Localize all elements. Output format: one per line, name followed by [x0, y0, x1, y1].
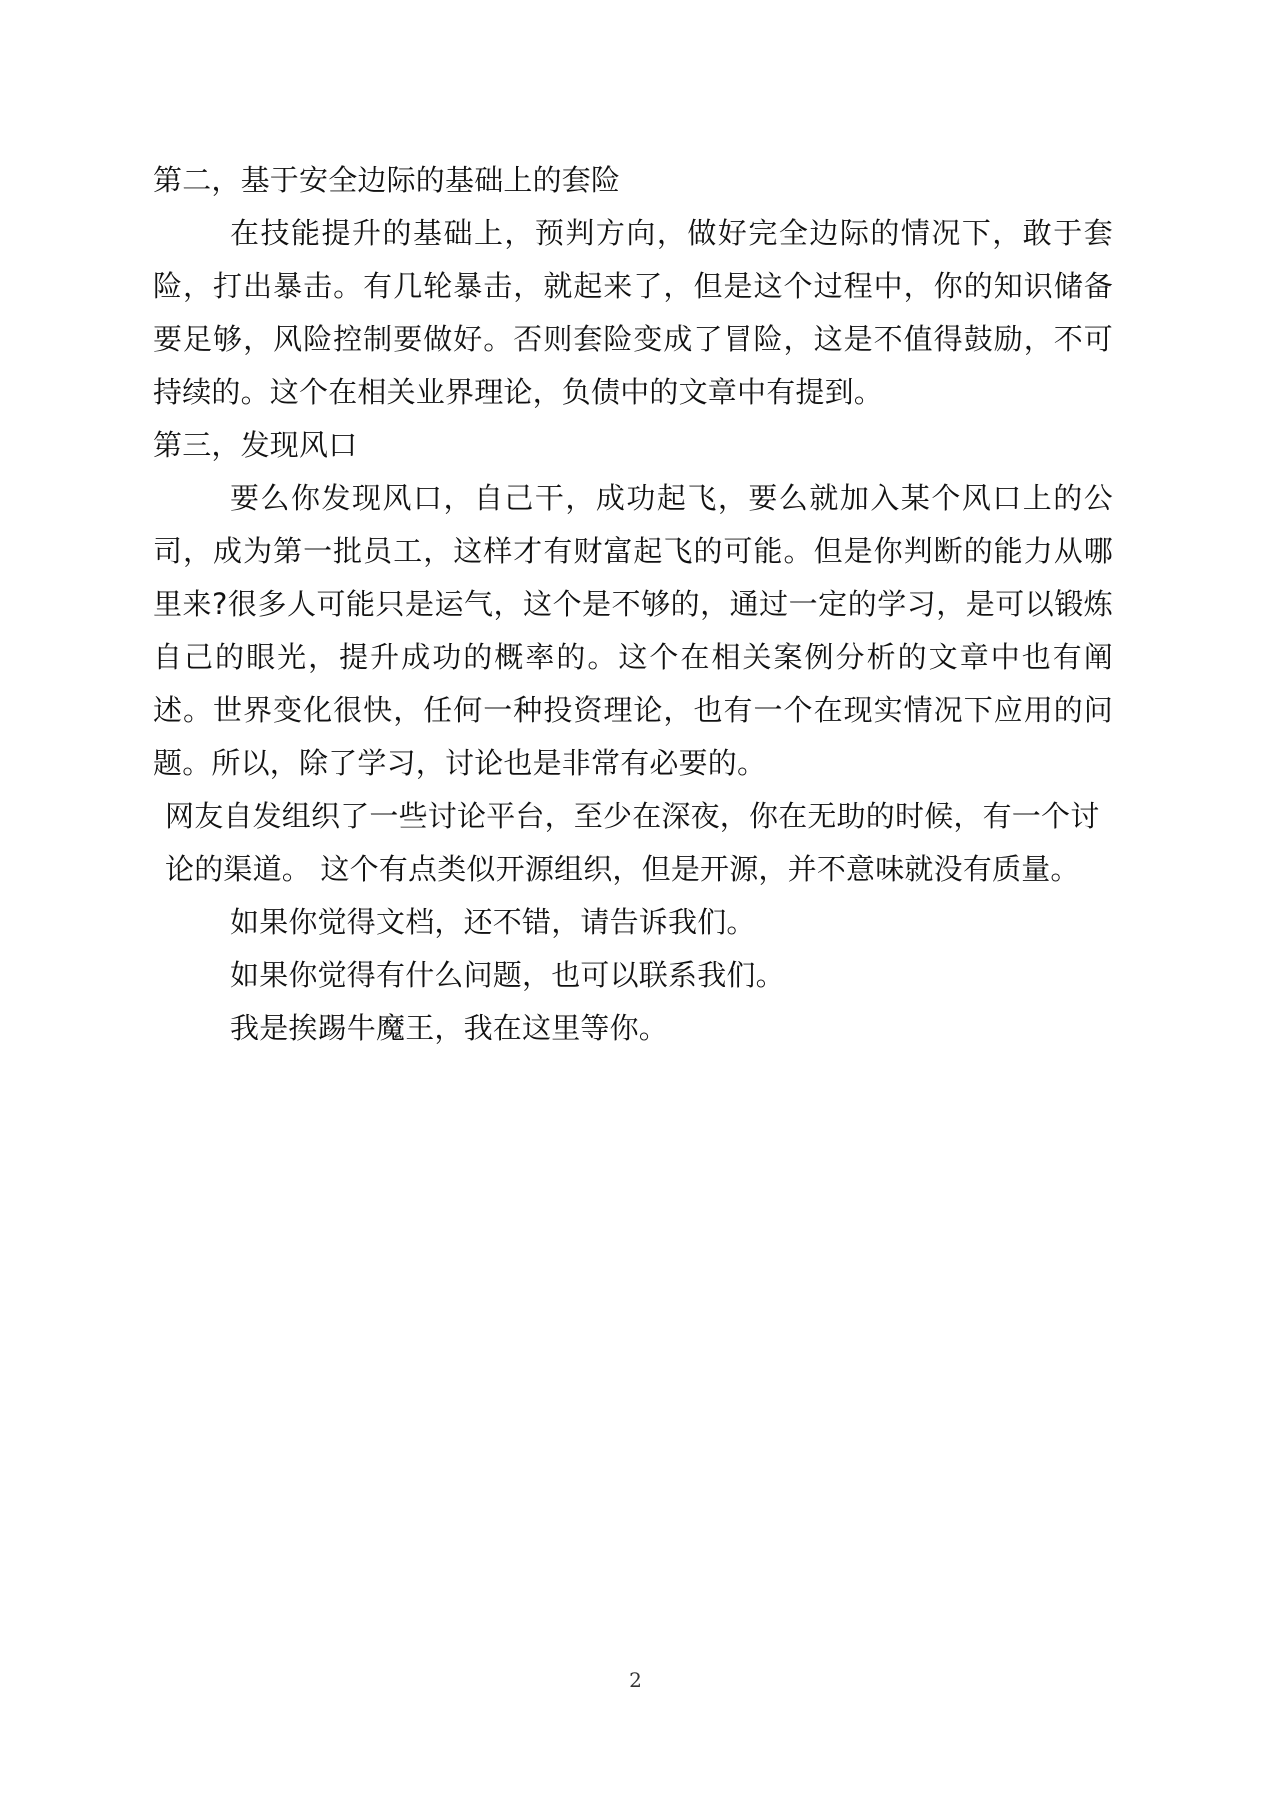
closing-line-feedback: 如果你觉得文档，还不错，请告诉我们。 [230, 905, 756, 939]
page-number: 2 [629, 1668, 642, 1692]
paragraph-safety-margin: 在技能提升的基础上，预判方向，做好完全边际的情况下，敢于套险，打出暴击。有几轮暴击，就起来了，但是这个过程中，你的知识储备要足够，风险控制要做好。否则套险变成了冒险，这是不值得鼓励，不可持续的。这个在相关业界理论，负债中的文章中有提到。 [153, 216, 1113, 409]
document-body [153, 154, 1113, 1055]
section-heading-second: 第二，基于安全边际的基础上的套险 [153, 163, 621, 197]
closing-line-signature: 我是挨踢牛魔王，我在这里等你。 [230, 1011, 669, 1045]
section-heading-third: 第三，发现风口 [153, 428, 358, 462]
paragraph-discussion-forum: 网友自发组织了一些讨论平台，至少在深夜，你在无助的时候，有一个讨论的渠道。 这个有点类似开源组织，但是开源，并不意味就没有质量。 [165, 799, 1100, 886]
closing-line-contact: 如果你觉得有什么问题，也可以联系我们。 [230, 958, 785, 992]
paragraph-find-trend: 要么你发现风口，自己干，成功起飞，要么就加入某个风口上的公司，成为第一批员工，这样才有财富起飞的可能。但是你判断的能力从哪里来?很多人可能只是运气，这个是不够的，通过一定的学习，是可以锻炼自己的眼光，提升成功的概率的。这个在相关案例分析的文章中也有阐述。世界变化很快，任何一种投资理论，也有一个在现实情况下应用的问题。所以，除了学习，讨论也是非常有必要的。 [153, 481, 1113, 780]
